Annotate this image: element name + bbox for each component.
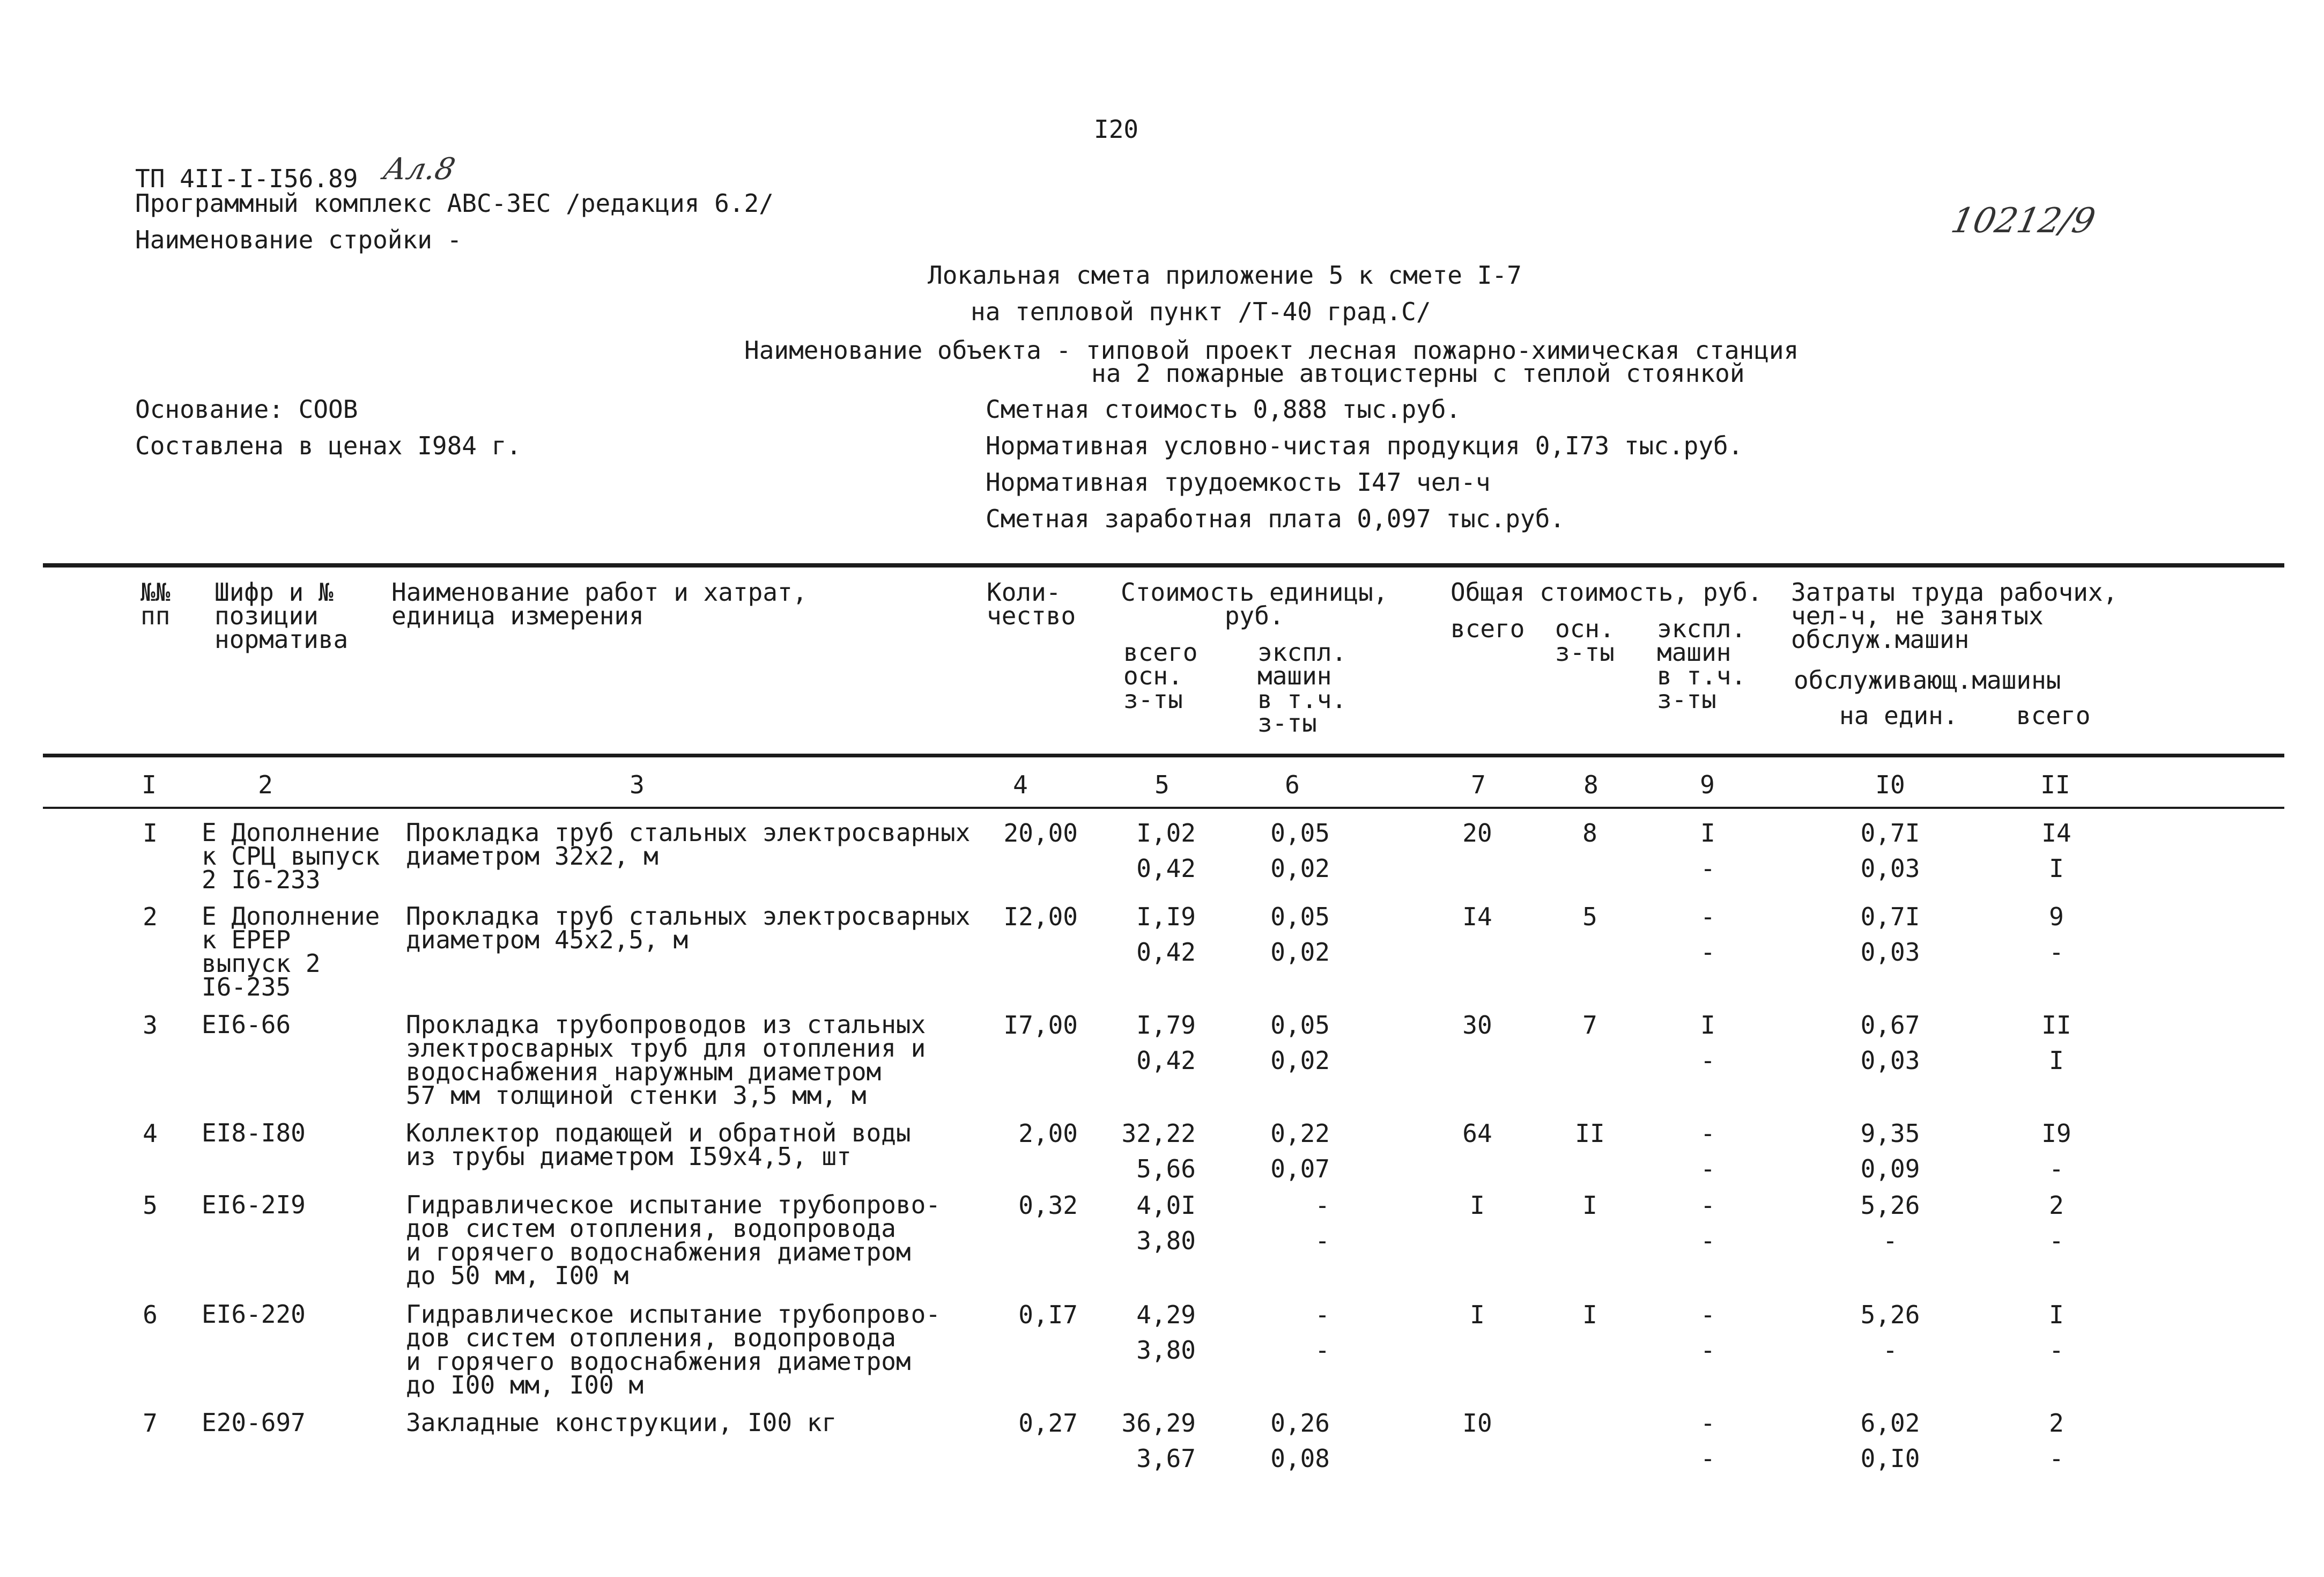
doc-code: ТП 4II-I-I56.89 bbox=[135, 164, 358, 193]
total-machine-cost: I bbox=[1700, 1011, 1715, 1040]
header-col9: экспл. машин в т.ч. з-ты bbox=[1657, 614, 1746, 714]
unit-cost-total: 4,0I bbox=[1136, 1191, 1196, 1220]
labor-machine-total: - bbox=[2049, 1444, 2064, 1473]
row-work-name: Гидравлическое испытание трубопрово- дов систем отопления, водопровода и горячего водоснабжения диаметром до I00 мм, I00 м bbox=[406, 1300, 941, 1399]
unit-machine-cost: - bbox=[1315, 1300, 1330, 1329]
row-quantity: 20,00 bbox=[1003, 819, 1078, 848]
labor-total: II bbox=[2041, 1011, 2071, 1040]
unit-machine-wage: 0,02 bbox=[1270, 1046, 1330, 1075]
unit-machine-cost: 0,26 bbox=[1270, 1409, 1330, 1438]
page-number: I20 bbox=[1094, 115, 1139, 144]
header-unit-cost: Стоимость единицы, руб. bbox=[1121, 578, 1388, 630]
row-quantity: 0,32 bbox=[1018, 1191, 1078, 1220]
unit-machine-wage: 0,08 bbox=[1270, 1444, 1330, 1473]
row-code: ЕI6-220 bbox=[202, 1300, 306, 1329]
total-base-wage: I bbox=[1582, 1300, 1597, 1329]
labor-per-unit: 5,26 bbox=[1860, 1191, 1920, 1220]
row-quantity: 2,00 bbox=[1018, 1119, 1078, 1148]
unit-base-wage: 0,42 bbox=[1136, 938, 1196, 967]
header-col7: всего bbox=[1450, 614, 1525, 643]
row-quantity: 0,27 bbox=[1018, 1409, 1078, 1438]
labor-machine-per-unit: - bbox=[1883, 1226, 1898, 1255]
column-number: II bbox=[2040, 770, 2070, 799]
labor-machine-per-unit: 0,03 bbox=[1860, 854, 1920, 883]
total-machine-cost: I bbox=[1700, 819, 1715, 848]
labor-machine-per-unit: 0,I0 bbox=[1860, 1444, 1920, 1473]
row-code: ЕI8-I80 bbox=[202, 1118, 306, 1147]
unit-machine-wage: 0,07 bbox=[1270, 1154, 1330, 1183]
header-col5: всего осн. з-ты bbox=[1123, 638, 1198, 714]
summary-product: Нормативная условно-чистая продукция 0,I73 тыс.руб. bbox=[986, 431, 1743, 460]
labor-total: I9 bbox=[2041, 1119, 2071, 1148]
row-work-name: Прокладка трубопроводов из стальных электросварных труб для отопления и водоснабжения наружным диаметром 57 мм толщиной стенки 3,5 мм, м bbox=[406, 1010, 926, 1110]
program-name: Программный комплекс АВС-ЗЕС /редакция 6.2/ bbox=[135, 189, 774, 218]
total-base-wage: 7 bbox=[1582, 1011, 1597, 1040]
labor-per-unit: 0,7I bbox=[1860, 902, 1920, 931]
labor-machine-per-unit: 0,03 bbox=[1860, 1046, 1920, 1075]
labor-per-unit: 5,26 bbox=[1860, 1300, 1920, 1329]
labor-total: 9 bbox=[2049, 902, 2064, 931]
column-number: 4 bbox=[1013, 770, 1028, 799]
labor-total: 2 bbox=[2049, 1409, 2064, 1438]
construction-name: Наименование стройки - bbox=[135, 225, 462, 254]
total-machine-cost: - bbox=[1700, 902, 1715, 931]
row-code: Е Дополнение к СРЦ выпуск 2 I6-233 bbox=[202, 818, 380, 894]
row-number: 7 bbox=[143, 1409, 158, 1438]
price-basis: Составлена в ценах I984 г. bbox=[135, 431, 522, 460]
unit-machine-cost: 0,05 bbox=[1270, 902, 1330, 931]
header-col6: экспл. машин в т.ч. з-ты bbox=[1257, 638, 1347, 738]
total-base-wage: I bbox=[1582, 1191, 1597, 1220]
labor-per-unit: 6,02 bbox=[1860, 1409, 1920, 1438]
labor-machine-total: - bbox=[2049, 1336, 2064, 1365]
labor-machine-total: I bbox=[2049, 1046, 2064, 1075]
labor-machine-per-unit: 0,03 bbox=[1860, 938, 1920, 967]
summary-wage: Сметная заработная плата 0,097 тыс.руб. bbox=[986, 504, 1565, 533]
unit-cost-total: 4,29 bbox=[1136, 1300, 1196, 1329]
unit-machine-cost: - bbox=[1315, 1191, 1330, 1220]
basis: Основание: СООВ bbox=[135, 395, 358, 424]
labor-machine-total: - bbox=[2049, 938, 2064, 967]
total-machine-cost: - bbox=[1700, 1409, 1715, 1438]
stamp-number: 10212/9 bbox=[1948, 201, 2099, 241]
unit-base-wage: 0,42 bbox=[1136, 854, 1196, 883]
header-col8: осн. з-ты bbox=[1555, 614, 1615, 667]
row-number: 6 bbox=[143, 1300, 158, 1329]
header-col10: на един. bbox=[1839, 701, 1958, 730]
header-name: Наименование работ и хатрат, единица измерения bbox=[391, 578, 808, 630]
total-machine-wage: - bbox=[1700, 1046, 1715, 1075]
total-base-wage: 5 bbox=[1582, 902, 1597, 931]
unit-machine-wage: - bbox=[1315, 1336, 1330, 1365]
total-machine-wage: - bbox=[1700, 938, 1715, 967]
labor-total: 2 bbox=[2049, 1191, 2064, 1220]
unit-machine-cost: 0,22 bbox=[1270, 1119, 1330, 1148]
column-number: I bbox=[142, 770, 157, 799]
doc-code-handwritten: Ал.8 bbox=[380, 152, 458, 187]
unit-cost-total: I,79 bbox=[1136, 1011, 1196, 1040]
row-number: 2 bbox=[143, 902, 158, 931]
header-qty: Коли- чество bbox=[987, 578, 1076, 630]
unit-machine-wage: - bbox=[1315, 1226, 1330, 1255]
header-num: №№ пп bbox=[140, 578, 171, 630]
table-header-rule bbox=[43, 754, 2284, 757]
row-code: Е Дополнение к ЕРЕР выпуск 2 I6-235 bbox=[202, 902, 380, 1001]
object-name-2: на 2 пожарные автоцистерны с теплой стоянкой bbox=[1091, 359, 1745, 388]
column-number: 2 bbox=[258, 770, 273, 799]
row-work-name: Прокладка труб стальных электросварных диаметром 32х2, м bbox=[406, 818, 971, 871]
labor-per-unit: 0,67 bbox=[1860, 1011, 1920, 1040]
row-code: ЕI6-2I9 bbox=[202, 1190, 306, 1219]
row-quantity: I2,00 bbox=[1003, 902, 1078, 931]
total-machine-wage: - bbox=[1700, 1154, 1715, 1183]
unit-cost-total: 32,22 bbox=[1121, 1119, 1196, 1148]
row-code: Е20-697 bbox=[202, 1408, 306, 1437]
unit-base-wage: 5,66 bbox=[1136, 1154, 1196, 1183]
header-labor: Затраты труда рабочих, чел-ч, не занятых обслуж.машин bbox=[1791, 578, 2118, 654]
labor-machine-total: - bbox=[2049, 1226, 2064, 1255]
column-number: 6 bbox=[1285, 770, 1300, 799]
column-number: 7 bbox=[1471, 770, 1486, 799]
labor-total: I4 bbox=[2041, 819, 2071, 848]
total-machine-wage: - bbox=[1700, 1336, 1715, 1365]
row-number: 5 bbox=[143, 1191, 158, 1220]
column-number: I0 bbox=[1875, 770, 1905, 799]
labor-per-unit: 0,7I bbox=[1860, 819, 1920, 848]
unit-machine-cost: 0,05 bbox=[1270, 819, 1330, 848]
column-number: 8 bbox=[1583, 770, 1598, 799]
total-machine-cost: - bbox=[1700, 1300, 1715, 1329]
unit-base-wage: 3,80 bbox=[1136, 1226, 1196, 1255]
unit-cost-total: I,I9 bbox=[1136, 902, 1196, 931]
total-machine-wage: - bbox=[1700, 854, 1715, 883]
total-machine-cost: - bbox=[1700, 1119, 1715, 1148]
row-code: ЕI6-66 bbox=[202, 1010, 291, 1039]
labor-machine-per-unit: - bbox=[1883, 1336, 1898, 1365]
total-cost: I4 bbox=[1462, 902, 1492, 931]
unit-cost-total: I,02 bbox=[1136, 819, 1196, 848]
total-cost: I0 bbox=[1462, 1409, 1492, 1438]
estimate-title-1: Локальная смета приложение 5 к смете I-7 bbox=[928, 261, 1522, 290]
total-machine-cost: - bbox=[1700, 1191, 1715, 1220]
labor-per-unit: 9,35 bbox=[1860, 1119, 1920, 1148]
column-number: 3 bbox=[630, 770, 645, 799]
total-cost: I bbox=[1470, 1191, 1485, 1220]
object-name-1: Наименование объекта - типовой проект лесная пожарно-химическая станция bbox=[744, 336, 1799, 365]
total-cost: 20 bbox=[1462, 819, 1492, 848]
row-number: 4 bbox=[143, 1119, 158, 1148]
unit-machine-wage: 0,02 bbox=[1270, 938, 1330, 967]
unit-base-wage: 0,42 bbox=[1136, 1046, 1196, 1075]
table-colnum-rule bbox=[43, 807, 2284, 809]
total-cost: I bbox=[1470, 1300, 1485, 1329]
labor-total: I bbox=[2049, 1300, 2064, 1329]
summary-labor: Нормативная трудоемкость I47 чел-ч bbox=[986, 468, 1491, 497]
header-labor-sub: обслуживающ.машины bbox=[1794, 666, 2061, 695]
unit-machine-cost: 0,05 bbox=[1270, 1011, 1330, 1040]
row-number: I bbox=[143, 819, 158, 848]
row-work-name: Закладные конструкции, I00 кг bbox=[406, 1408, 837, 1437]
header-total-cost: Общая стоимость, руб. bbox=[1450, 578, 1763, 607]
unit-base-wage: 3,80 bbox=[1136, 1336, 1196, 1365]
row-quantity: 0,I7 bbox=[1018, 1300, 1078, 1329]
estimate-title-2: на тепловой пункт /Т-40 град.С/ bbox=[971, 297, 1431, 326]
labor-machine-total: I bbox=[2049, 854, 2064, 883]
total-machine-wage: - bbox=[1700, 1444, 1715, 1473]
unit-machine-wage: 0,02 bbox=[1270, 854, 1330, 883]
total-base-wage: 8 bbox=[1582, 819, 1597, 848]
total-cost: 30 bbox=[1462, 1011, 1492, 1040]
table-top-rule bbox=[43, 563, 2284, 568]
header-col11: всего bbox=[2016, 701, 2091, 730]
total-cost: 64 bbox=[1462, 1119, 1492, 1148]
row-work-name: Коллектор подающей и обратной воды из трубы диаметром I59х4,5, шт bbox=[406, 1118, 911, 1171]
total-base-wage: II bbox=[1575, 1119, 1605, 1148]
row-work-name: Прокладка труб стальных электросварных диаметром 45х2,5, м bbox=[406, 902, 971, 954]
unit-cost-total: 36,29 bbox=[1121, 1409, 1196, 1438]
row-number: 3 bbox=[143, 1011, 158, 1040]
labor-machine-per-unit: 0,09 bbox=[1860, 1154, 1920, 1183]
total-machine-wage: - bbox=[1700, 1226, 1715, 1255]
column-number: 9 bbox=[1700, 770, 1715, 799]
unit-base-wage: 3,67 bbox=[1136, 1444, 1196, 1473]
row-quantity: I7,00 bbox=[1003, 1011, 1078, 1040]
header-code: Шифр и № позиции норматива bbox=[214, 578, 349, 654]
labor-machine-total: - bbox=[2049, 1154, 2064, 1183]
row-work-name: Гидравлическое испытание трубопрово- дов систем отопления, водопровода и горячего водоснабжения диаметром до 50 мм, I00 м bbox=[406, 1190, 941, 1290]
summary-cost: Сметная стоимость 0,888 тыс.руб. bbox=[986, 395, 1461, 424]
column-number: 5 bbox=[1154, 770, 1170, 799]
